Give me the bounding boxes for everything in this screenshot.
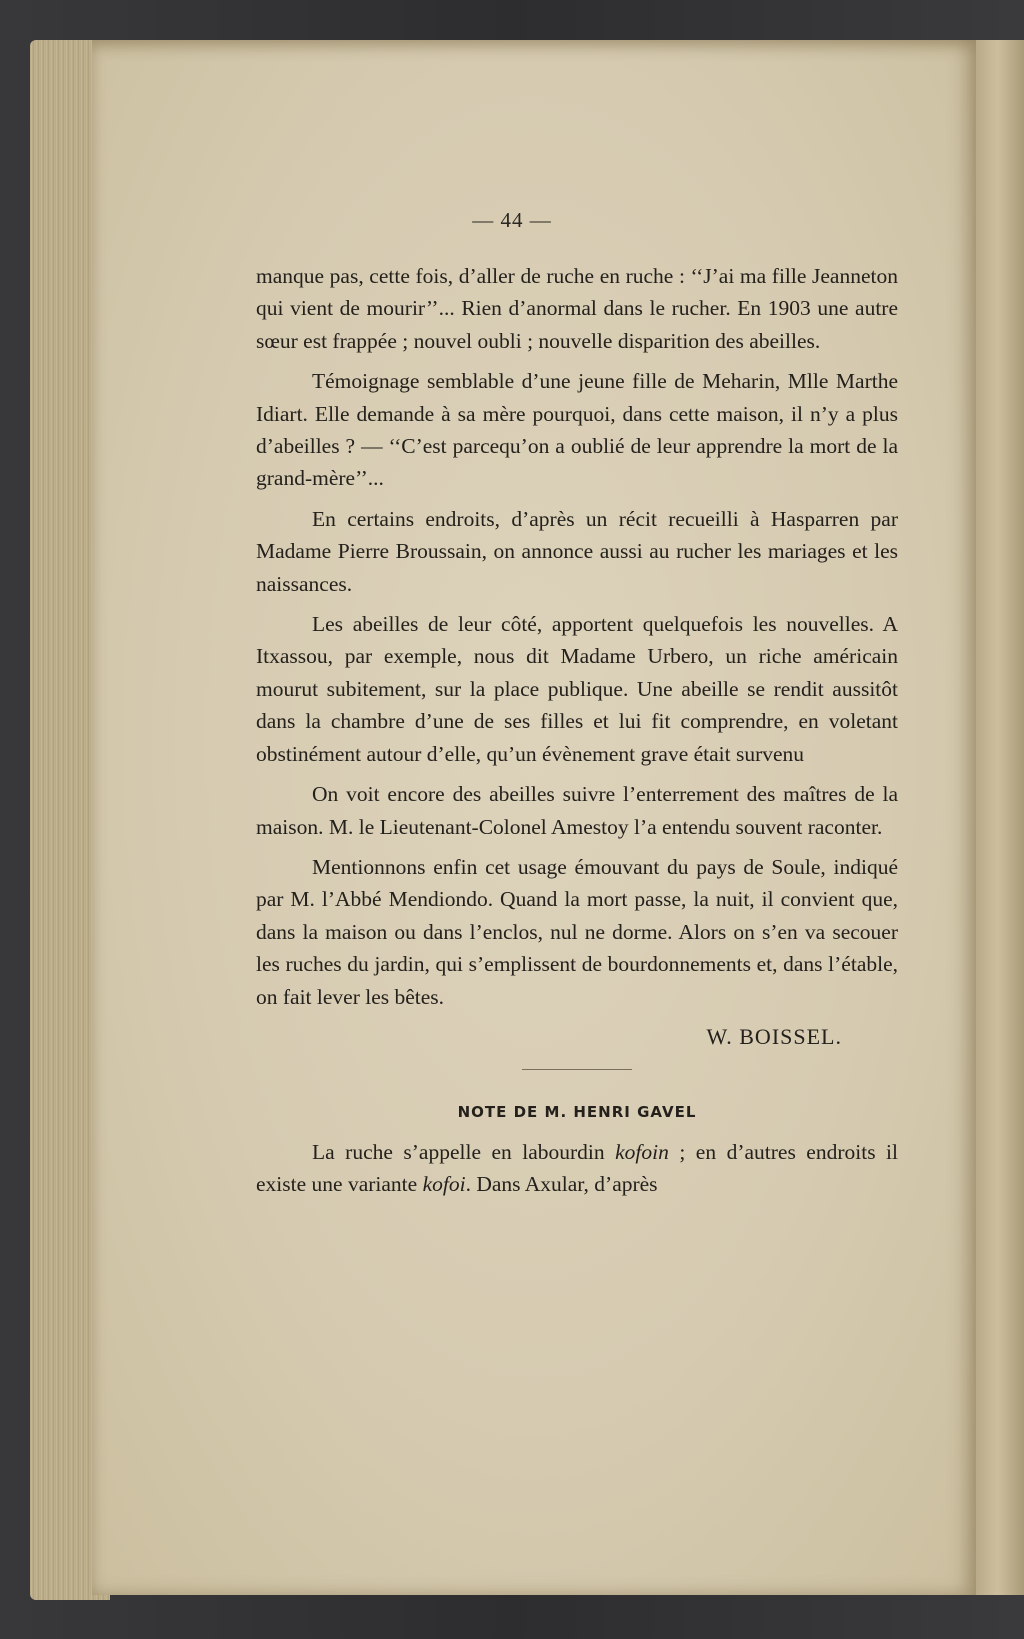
note-text-1: La ruche s’appelle en labourdin bbox=[312, 1139, 616, 1164]
note-heading: NOTE DE M. HENRI GAVEL bbox=[457, 1102, 697, 1121]
author-signature: W. BOISSEL. bbox=[706, 1023, 842, 1049]
note-text-2: ; en d’autres endroits il existe une variante bbox=[256, 1139, 898, 1197]
paragraph-1: manque pas, cette fois, d’aller de ruche en ruche : ‘‘J’ai ma fille Jeanneton qui vient de mourir’’... Rien d’anormal dans le rucher. En 1903 une autre sœur est frappée ; nouvel oubli ; nouvelle disparition des abeilles. bbox=[256, 264, 898, 353]
basque-term-kofoi: kofoi bbox=[422, 1172, 466, 1197]
paragraph-6: Mentionnons enfin cet usage émouvant du pays de Soule, indiqué par M. l’Abbé Mendiondo. Quand la mort passe, la nuit, il convient que, dans la maison ou dans l’enclos, nul ne dorme. Alors on s’en va secouer les ruches du jardin, qui s’emplissent de bourdonnements et, dans l’étable, on fait lever les bêtes. bbox=[256, 854, 898, 1009]
basque-term-kofoin: kofoin bbox=[615, 1139, 669, 1164]
paragraph-2: Témoignage semblable d’une jeune fille de Meharin, Mlle Marthe Idiart. Elle demande à sa mère pourquoi, dans cette maison, il n’y a plus d’abeilles ? — ‘‘C’est parcequ’on a oublié de leur apprendre la mort de la grand-mère’’... bbox=[256, 369, 898, 491]
section-divider bbox=[522, 1069, 632, 1070]
paragraph-3: En certains endroits, d’après un récit recueilli à Hasparren par Madame Pierre Broussain, on annonce aussi au rucher les mariages et les naissances. bbox=[256, 506, 898, 596]
page-number: — 44 — bbox=[472, 208, 552, 232]
note-text-3: . Dans Axular, d’après bbox=[465, 1172, 658, 1197]
note-paragraph bbox=[256, 1136, 898, 1201]
paragraph-4: Les abeilles de leur côté, apportent quelquefois les nouvelles. A Itxassou, par exemple, nous dit Madame Urbero, un riche américain mourut subitement, sur la place publique. Une abeille se rendit aussitôt dans la chambre d’une de ses filles et lui fit comprendre, en voletant obstinément autour d’elle, qu’un évènement grave était survenu bbox=[256, 612, 898, 766]
next-page-edge bbox=[976, 40, 1024, 1595]
paragraph-5: On voit encore des abeilles suivre l’enterrement des maîtres de la maison. M. le Lieutenant-Colonel Amestoy l’a entendu souvent raconter. bbox=[256, 782, 898, 839]
body-text bbox=[256, 260, 898, 1209]
